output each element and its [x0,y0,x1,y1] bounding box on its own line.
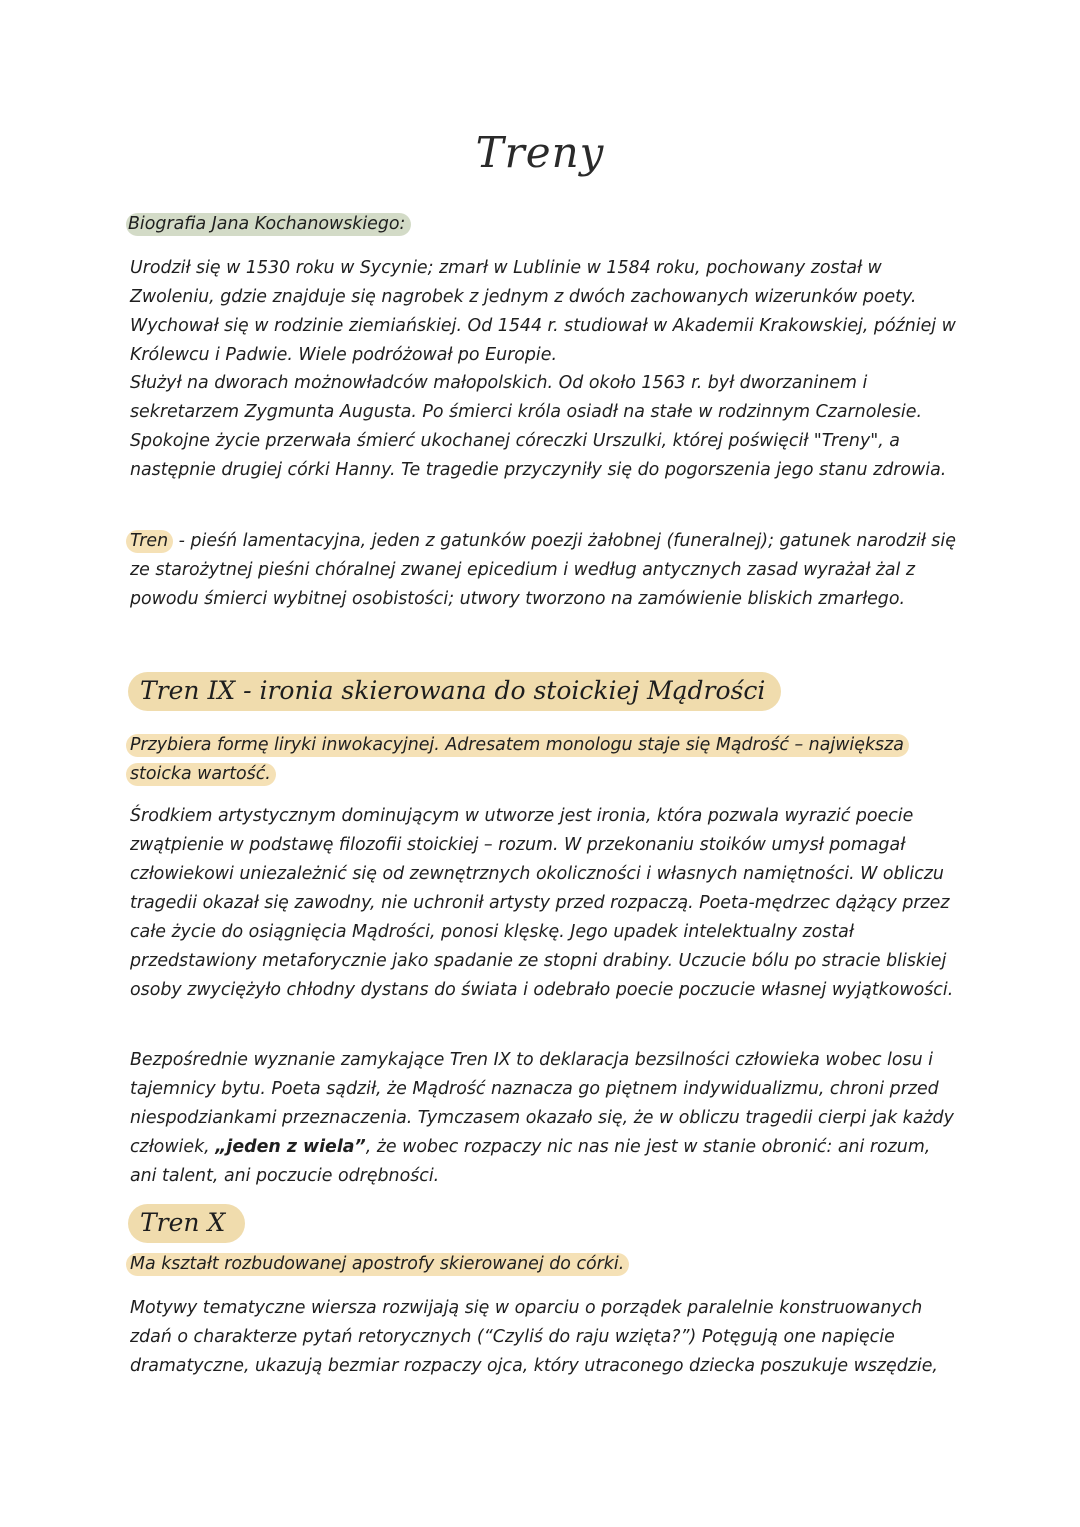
biography-paragraph-2: Służył na dworach możnowładców małopolskich. Od około 1563 r. był dworzaninem i sekretarzem Zygmunta Augusta. Po śmierci króla osiadł na stałe w rodzinnym Czarnolesie. Spokojne życie przerwała śmierć ukochanej córeczki Urszulki, której poświęcił "Treny", a następnie drugiej córki Hanny. Te tragedie przyczyniły się do pogorszenia jego stanu zdrowia. [130,373,947,480]
tren-x-paragraph-1: Motywy tematyczne wiersza rozwijają się w oparciu o porządek paralelnie konstruowanych zdań o charakterze pytań retorycznych (“Czyliś do raju wzięta?”) Potęgują one napięcie dramatyczne, ukazują bezmiar rozpaczy ojca, który utraconego dziecka poszukuje wszędzie, [130,1298,938,1376]
tren-x-heading: Tren X [128,1204,245,1243]
tren-definition [130,527,960,614]
tren-x-intro-line [130,1250,960,1279]
tren-ix-paragraph-2-part-b: , że wobec rozpaczy nic nas nie jest w stanie obronić: ani rozum, ani talent, ani poczucie odrębności. [130,1137,931,1186]
document-title: Treny [475,128,605,177]
biography-heading: Biografia Jana Kochanowskiego: [126,213,411,236]
biography-heading-line [130,210,960,239]
jeden-z-wiela-quote: „jeden z wiela” [215,1137,366,1157]
tren-x-intro: Ma kształt rozbudowanej apostrofy skierowanej do córki. [126,1253,629,1276]
tren-ix-intro-line [130,731,960,789]
tren-definition-text: - pieśń lamentacyjna, jeden z gatunków poezji żałobnej (funeralnej); gatunek narodził się ze starożytnej pieśni chóralnej zwanej epicedium i według antycznych zasad wyrażał żal z powodu śmierci wybitnej osobistości; utwory tworzono na zamówienie bliskich zmarłego. [130,531,956,609]
tren-term: Tren [126,530,173,553]
tren-ix-heading: Tren IX - ironia skierowana do stoickiej Mądrości [128,672,781,711]
tren-ix-paragraph-2 [130,1046,960,1191]
tren-ix-paragraph-1: Środkiem artystycznym dominującym w utworze jest ironia, która pozwala wyrazić poecie zwątpienie w podstawę filozofii stoickiej – rozum. W przekonaniu stoików umysł pomagał człowiekowi uniezależnić się od zewnętrznych okoliczności i własnych namiętności. W obliczu tragedii okazał się zawodny, nie uchronił artysty przed rozpaczą. Poeta-mędrzec dążący przez całe życie do osiągnięcia Mądrości, ponosi klęskę. Jego upadek intelektualny został przedstawiony metaforycznie jako spadanie ze stopni drabiny. Uczucie bólu po stracie bliskiej osoby zwyciężyło chłodny dystans do świata i odebrało poecie poczucie własnej wyjątkowości. [130,806,954,1000]
tren-ix-intro: Przybiera formę liryki inwokacyjnej. Adresatem monologu staje się Mądrość – największa stoicka wartość. [126,734,909,786]
tren-ix-paragraph-2-part-a: Bezpośrednie wyznanie zamykające Tren IX to deklaracja bezsilności człowieka wobec losu i tajemnicy bytu. Poeta sądził, że Mądrość naznacza go piętnem indywidualizmu, chroni przed niespodziankami przeznaczenia. Tymczasem okazało się, że w obliczu tragedii cierpi jak każdy człowiek, [130,1050,954,1157]
biography-paragraph: Urodził się w 1530 roku w Sycynie; zmarł w Lublinie w 1584 roku, pochowany został w Zwoleniu, gdzie znajduje się nagrobek z jednym z dwóch zachowanych wizerunków poety. Wychował się w rodzinie ziemiańskiej. Od 1544 r. studiował w Akademii Krakowskiej, później w Królewcu i Padwie. Wiele podróżował po Europie. [130,258,956,365]
